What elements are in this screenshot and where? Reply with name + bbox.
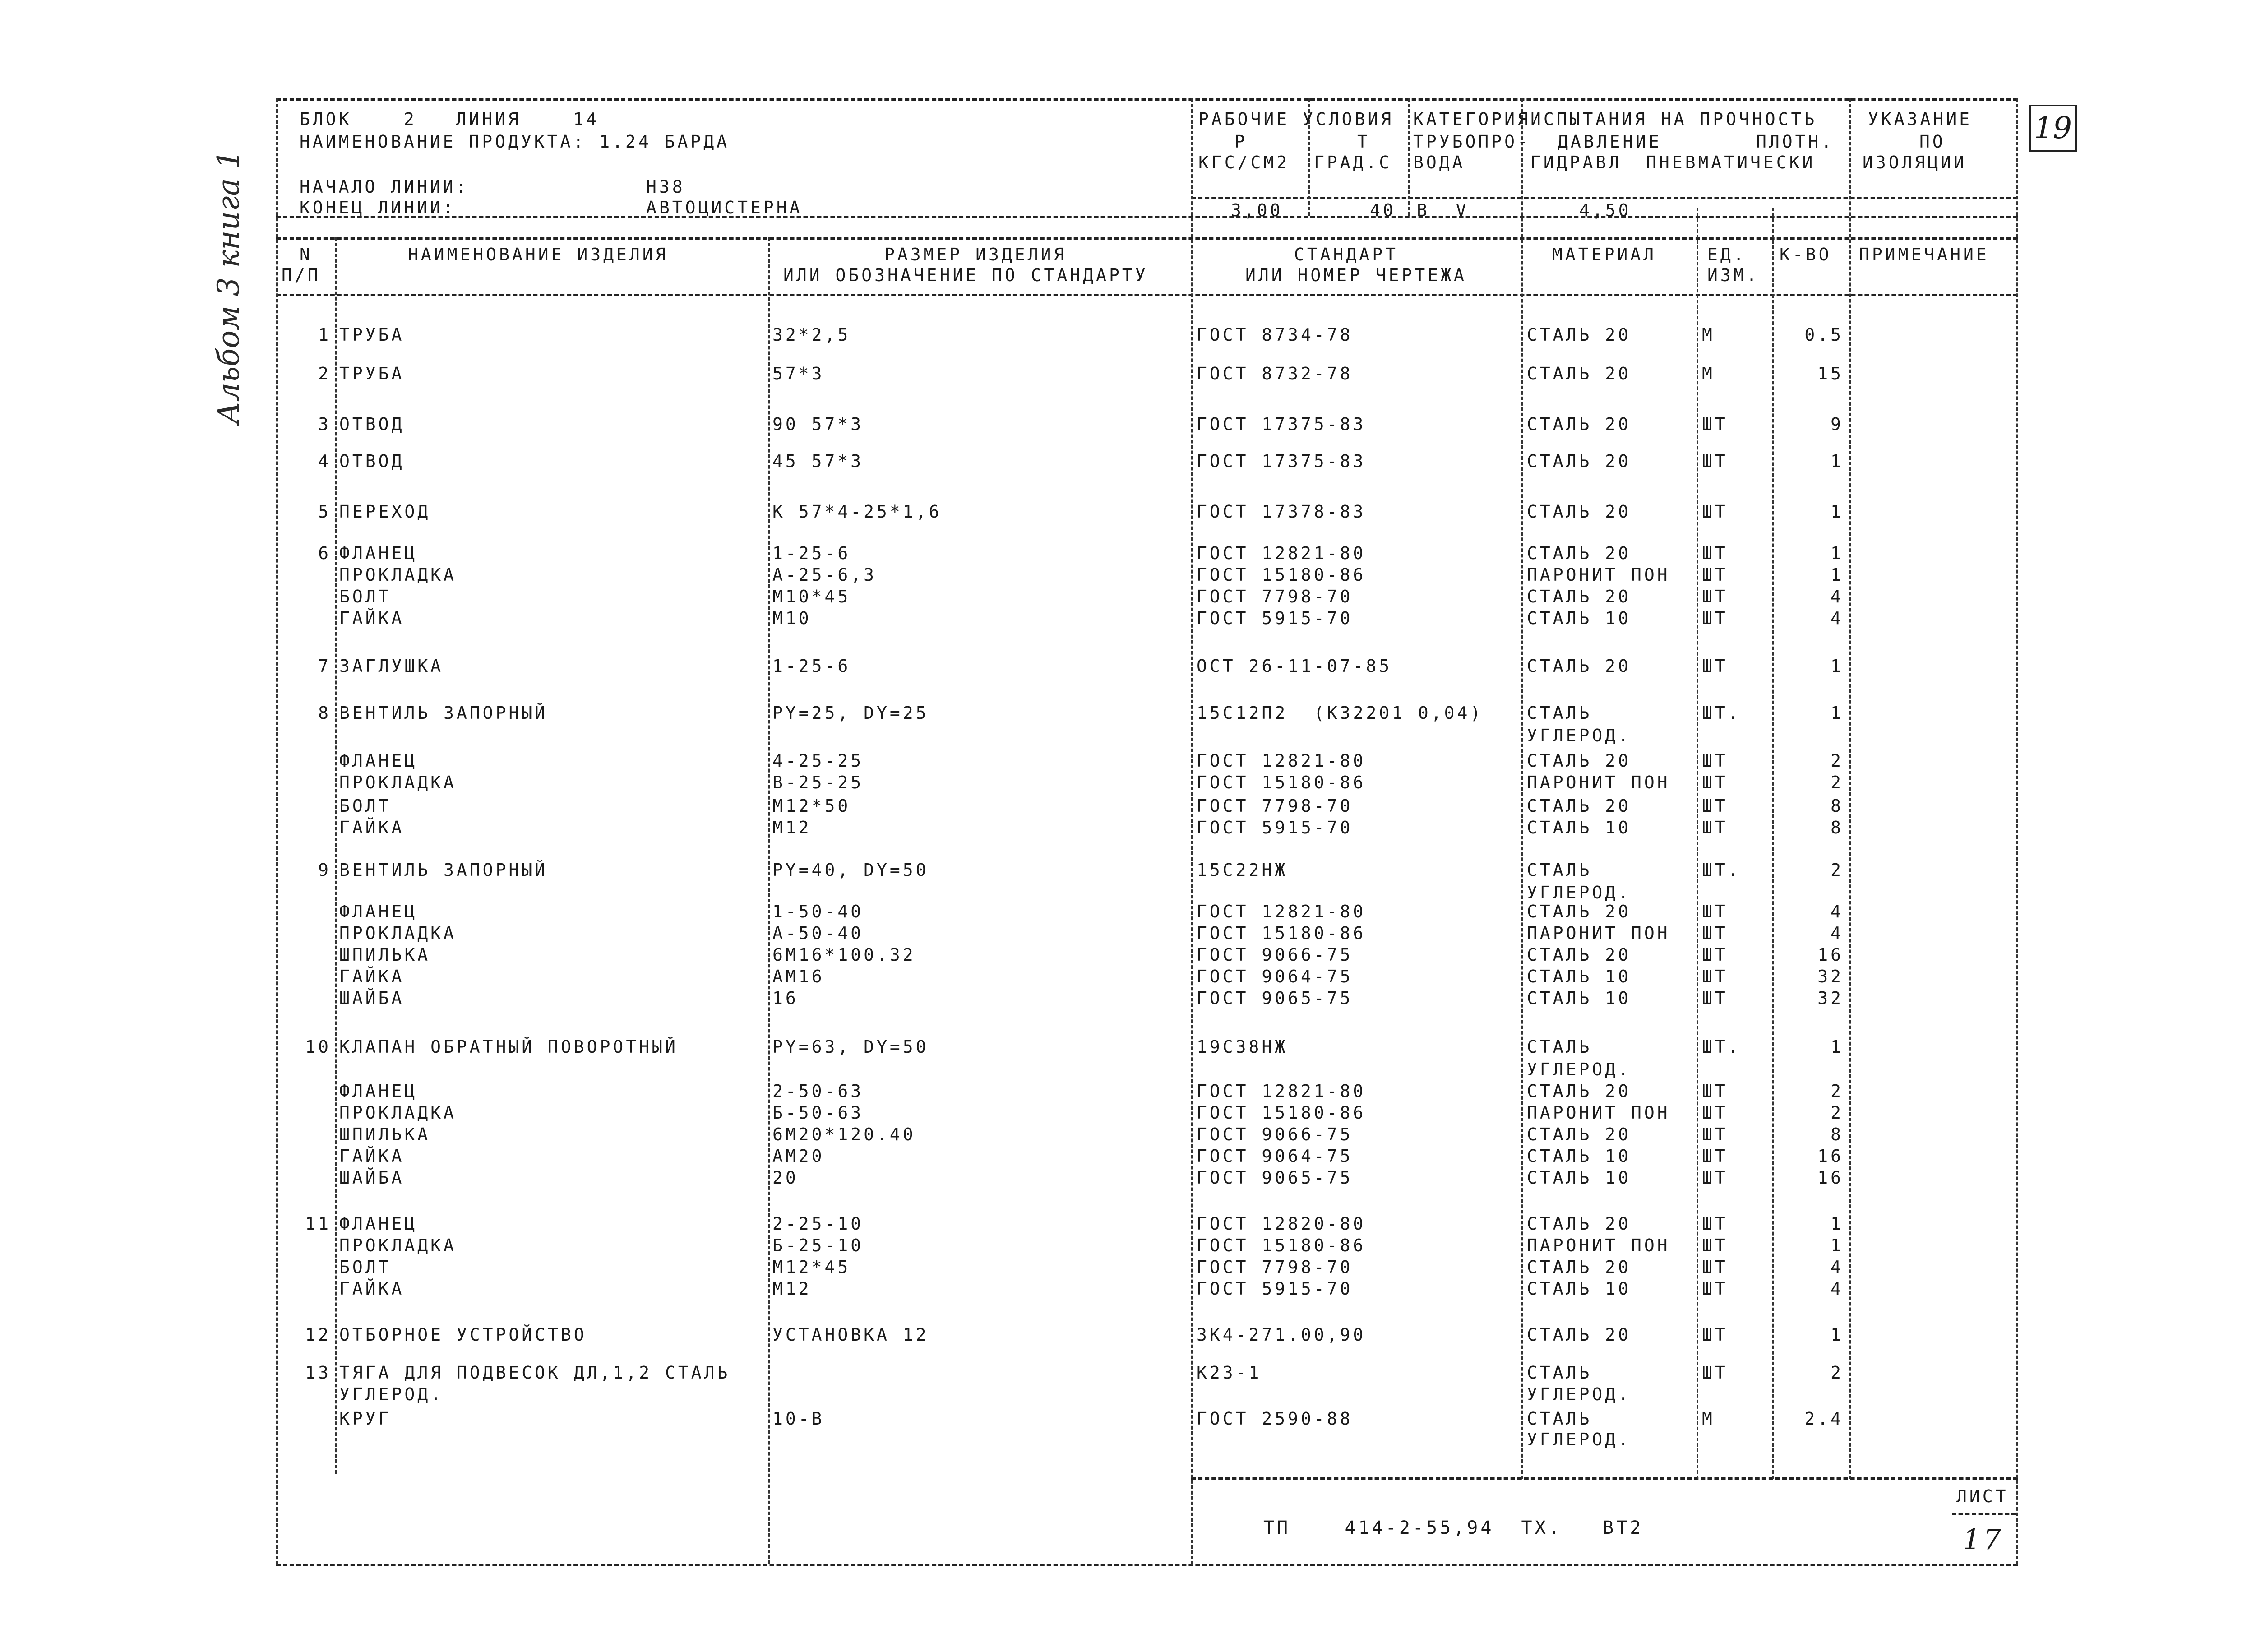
cell-num: 10 <box>305 1037 331 1057</box>
cell-material: СТАЛЬ <box>1527 860 1592 880</box>
cell-unit: ШТ <box>1702 1146 1728 1166</box>
cell-num: 3 <box>318 414 331 434</box>
cell-name: ПРОКЛАДКА <box>339 1103 457 1123</box>
cell-name: ПРОКЛАДКА <box>339 773 457 792</box>
cell-num: 12 <box>305 1325 331 1345</box>
cell-qty: 1 <box>1831 1214 1844 1234</box>
cell-standard: ГОСТ 9065-75 <box>1197 988 1353 1008</box>
cell-name: ПРОКЛАДКА <box>339 923 457 943</box>
col-unit-1: ЕД. <box>1707 245 1747 264</box>
cell-material: СТАЛЬ 10 <box>1527 1146 1632 1166</box>
cell-name: УГЛЕРОД. <box>339 1384 444 1404</box>
cell-unit: ШТ <box>1702 818 1728 838</box>
cell-material: УГЛЕРОД. <box>1527 1060 1632 1079</box>
cell-size: В-25-25 <box>772 773 864 792</box>
cell-material: СТАЛЬ <box>1527 1363 1592 1383</box>
cell-qty: 2 <box>1831 1103 1844 1123</box>
cell-num: 8 <box>318 703 331 723</box>
cell-name: ГАЙКА <box>339 1146 405 1166</box>
cell-name: ТРУБА <box>339 325 405 345</box>
cell-qty: 1 <box>1831 565 1844 585</box>
cell-material: УГЛЕРОД. <box>1527 1430 1632 1449</box>
cell-num: 4 <box>318 451 331 471</box>
sheet-divider <box>1952 1513 2016 1515</box>
cell-name: БОЛТ <box>339 587 392 606</box>
hdr-sep-cat <box>1408 98 1410 216</box>
cell-standard: ГОСТ 15180-86 <box>1197 923 1366 943</box>
cell-material: СТАЛЬ 10 <box>1527 1168 1632 1188</box>
conditions-title: РАБОЧИЕ УСЛОВИЯ <box>1198 109 1394 129</box>
cell-qty: 4 <box>1831 587 1844 606</box>
cell-name: КЛАПАН ОБРАТНЫЙ ПОВОРОТНЫЙ <box>339 1037 678 1057</box>
category-title-1: КАТЕГОРИЯ <box>1413 109 1530 129</box>
cell-qty: 1 <box>1831 656 1844 676</box>
cell-size: АМ16 <box>772 967 825 986</box>
cell-qty: 9 <box>1831 414 1844 434</box>
doc-code: ТП 414-2-55,94 ТХ. ВТ2 <box>1263 1518 1644 1538</box>
cell-name: ОТБОРНОЕ УСТРОЙСТВО <box>339 1325 587 1345</box>
frame-left <box>276 98 278 1565</box>
test-density: ПЛОТН. <box>1756 132 1835 152</box>
colhead-divider-bottom <box>276 294 2018 296</box>
cell-material: СТАЛЬ 20 <box>1527 325 1632 345</box>
p-unit: КГС/СМ2 <box>1198 153 1290 172</box>
cell-qty: 2.4 <box>1804 1409 1844 1429</box>
cell-material: СТАЛЬ 20 <box>1527 945 1632 965</box>
cell-size: Б-50-63 <box>772 1103 864 1123</box>
cell-size: АМ20 <box>772 1146 825 1166</box>
cell-qty: 4 <box>1831 923 1844 943</box>
t-symbol: T <box>1357 132 1370 152</box>
cell-size: УСТАНОВКА 12 <box>772 1325 929 1345</box>
col-size-1: РАЗМЕР ИЗДЕЛИЯ <box>884 245 1067 264</box>
hydraulic-value: 4,50 <box>1579 200 1632 220</box>
test-title: ИСПЫТАНИЯ НА ПРОЧНОСТЬ <box>1530 109 1817 129</box>
col-std-2: ИЛИ НОМЕР ЧЕРТЕЖА <box>1245 265 1467 285</box>
category-value: B V <box>1417 200 1469 220</box>
cell-name: КРУГ <box>339 1409 392 1429</box>
cell-qty: 15 <box>1817 364 1844 384</box>
cell-unit: ШТ. <box>1702 703 1741 723</box>
cell-size: М12 <box>772 818 812 838</box>
cell-size: 45 57*3 <box>772 451 864 471</box>
cell-standard: ГОСТ 7798-70 <box>1197 796 1353 816</box>
cell-name: ГАЙКА <box>339 1279 405 1299</box>
cell-unit: ШТ <box>1702 1236 1728 1255</box>
cell-unit: ШТ <box>1702 543 1728 563</box>
cell-material: СТАЛЬ 20 <box>1527 902 1632 921</box>
cell-standard: ГОСТ 7798-70 <box>1197 587 1353 606</box>
cell-standard: ГОСТ 15180-86 <box>1197 773 1366 792</box>
header-divider <box>276 216 2018 218</box>
cell-standard: ГОСТ 12821-80 <box>1197 751 1366 771</box>
margin-note: Альбом 3 книга 1 <box>211 150 246 424</box>
cell-unit: М <box>1702 364 1715 384</box>
cell-unit: ШТ <box>1702 451 1728 471</box>
cell-size: 2-50-63 <box>772 1081 864 1101</box>
cell-material: УГЛЕРОД. <box>1527 1384 1632 1404</box>
p-symbol: P <box>1234 132 1248 152</box>
cell-unit: ШТ <box>1702 414 1728 434</box>
cell-material: СТАЛЬ 20 <box>1527 364 1632 384</box>
cell-qty: 16 <box>1817 945 1844 965</box>
cell-name: ПЕРЕХОД <box>339 502 431 522</box>
cell-name: ТРУБА <box>339 364 405 384</box>
category-title-2: ТРУБОПРО- <box>1413 132 1530 152</box>
cell-standard: К23-1 <box>1197 1363 1262 1383</box>
cell-size: 1-25-6 <box>772 656 851 676</box>
cell-num: 13 <box>305 1363 331 1383</box>
cell-name: ОТВОД <box>339 451 405 471</box>
cell-name: ФЛАНЕЦ <box>339 1214 418 1234</box>
col-name: НАИМЕНОВАНИЕ ИЗДЕЛИЯ <box>408 245 669 264</box>
test-pressure: ДАВЛЕНИЕ <box>1558 132 1662 152</box>
cell-num: 5 <box>318 502 331 522</box>
t-unit: ГРАД.С <box>1314 153 1392 172</box>
cell-standard: ГОСТ 9064-75 <box>1197 1146 1353 1166</box>
cell-standard: ГОСТ 8734-78 <box>1197 325 1353 345</box>
footer-divider <box>1191 1477 2018 1480</box>
cell-material: СТАЛЬ 10 <box>1527 988 1632 1008</box>
col-sep-qty <box>1772 208 1774 1479</box>
col-material: МАТЕРИАЛ <box>1552 245 1657 264</box>
cell-size: PY=40, DY=50 <box>772 860 929 880</box>
cell-standard: ГОСТ 7798-70 <box>1197 1257 1353 1277</box>
cell-standard: ГОСТ 8732-78 <box>1197 364 1353 384</box>
cell-unit: ШТ <box>1702 608 1728 628</box>
cell-standard: ГОСТ 17378-83 <box>1197 502 1366 522</box>
cell-unit: ШТ <box>1702 1363 1728 1383</box>
cell-size: 6М16*100.32 <box>772 945 916 965</box>
cell-name: ГАЙКА <box>339 967 405 986</box>
cell-name: ВЕНТИЛЬ ЗАПОРНЫЙ <box>339 703 548 723</box>
col-sep-size <box>768 237 770 1564</box>
cell-standard: ГОСТ 5915-70 <box>1197 1279 1353 1299</box>
col-sep-unit <box>1697 208 1698 1479</box>
cell-material: СТАЛЬ 20 <box>1527 656 1632 676</box>
cell-material: СТАЛЬ 10 <box>1527 608 1632 628</box>
cell-material: СТАЛЬ 10 <box>1527 818 1632 838</box>
frame-right <box>2016 98 2018 1565</box>
cell-size: 2-25-10 <box>772 1214 864 1234</box>
cell-name: ФЛАНЕЦ <box>339 751 418 771</box>
cell-unit: ШТ <box>1702 1325 1728 1345</box>
cell-name: ФЛАНЕЦ <box>339 1081 418 1101</box>
test-hydraulic: ГИДРАВЛ <box>1530 153 1622 172</box>
cell-name: ШАЙБА <box>339 1168 405 1188</box>
cell-material: ПАРОНИТ ПОН <box>1527 565 1670 585</box>
cell-num: 1 <box>318 325 331 345</box>
cell-unit: ШТ <box>1702 796 1728 816</box>
cell-standard: 15С22НЖ <box>1197 860 1288 880</box>
cell-num: 2 <box>318 364 331 384</box>
cell-size: 1-25-6 <box>772 543 851 563</box>
insulation-title-3: ИЗОЛЯЦИИ <box>1863 153 1967 172</box>
cell-size: А-50-40 <box>772 923 864 943</box>
cell-size: 1-50-40 <box>772 902 864 921</box>
insulation-title-1: УКАЗАНИЕ <box>1868 109 1973 129</box>
cell-material: СТАЛЬ 20 <box>1527 414 1632 434</box>
frame-top <box>276 98 2018 101</box>
col-note: ПРИМЕЧАНИЕ <box>1859 245 1989 264</box>
col-unit-2: ИЗМ. <box>1707 265 1760 285</box>
cell-standard: ОСТ 26-11-07-85 <box>1197 656 1392 676</box>
cell-size: М12 <box>772 1279 812 1299</box>
cell-unit: ШТ. <box>1702 1037 1741 1057</box>
cell-material: СТАЛЬ 20 <box>1527 587 1632 606</box>
cell-material: СТАЛЬ 20 <box>1527 751 1632 771</box>
cell-standard: ГОСТ 5915-70 <box>1197 608 1353 628</box>
cell-qty: 8 <box>1831 1124 1844 1144</box>
cell-qty: 2 <box>1831 1363 1844 1383</box>
cell-standard: 3К4-271.00,90 <box>1197 1325 1366 1345</box>
cell-name: ФЛАНЕЦ <box>339 902 418 921</box>
col-qty: К-ВО <box>1780 245 1832 264</box>
cell-unit: ШТ <box>1702 1214 1728 1234</box>
cell-name: ТЯГА ДЛЯ ПОДВЕСОК ДЛ,1,2 СТАЛЬ <box>339 1363 730 1383</box>
cell-standard: ГОСТ 9064-75 <box>1197 967 1353 986</box>
cell-material: СТАЛЬ 20 <box>1527 1081 1632 1101</box>
header-block-line: БЛОК 2 ЛИНИЯ 14 <box>300 109 600 129</box>
cell-material: СТАЛЬ 20 <box>1527 1325 1632 1345</box>
cell-size: 20 <box>772 1168 799 1188</box>
cell-qty: 4 <box>1831 608 1844 628</box>
cell-qty: 32 <box>1817 988 1844 1008</box>
cell-qty: 2 <box>1831 751 1844 771</box>
col-size-2: ИЛИ ОБОЗНАЧЕНИЕ ПО СТАНДАРТУ <box>783 265 1148 285</box>
cell-qty: 1 <box>1831 1325 1844 1345</box>
col-sep-name <box>335 237 337 1474</box>
cell-name: БОЛТ <box>339 1257 392 1277</box>
cell-standard: ГОСТ 15180-86 <box>1197 565 1366 585</box>
cell-qty: 1 <box>1831 703 1844 723</box>
cell-standard: 19С38НЖ <box>1197 1037 1288 1057</box>
cell-standard: ГОСТ 9065-75 <box>1197 1168 1353 1188</box>
cell-num: 11 <box>305 1214 331 1234</box>
cell-unit: ШТ <box>1702 967 1728 986</box>
cell-standard: ГОСТ 12820-80 <box>1197 1214 1366 1234</box>
col-sep-note <box>1849 98 1851 1479</box>
cell-name: ГАЙКА <box>339 608 405 628</box>
cell-qty: 16 <box>1817 1146 1844 1166</box>
cell-name: ШПИЛЬКА <box>339 945 431 965</box>
cell-unit: ШТ <box>1702 1168 1728 1188</box>
cell-material: СТАЛЬ 20 <box>1527 502 1632 522</box>
cell-unit: ШТ <box>1702 902 1728 921</box>
cell-unit: ШТ <box>1702 773 1728 792</box>
col-sep-std <box>1191 98 1193 1565</box>
cell-size: 6М20*120.40 <box>772 1124 916 1144</box>
cell-material: СТАЛЬ <box>1527 703 1592 723</box>
cell-name: ШАЙБА <box>339 988 405 1008</box>
cell-unit: ШТ <box>1702 1124 1728 1144</box>
cell-standard: ГОСТ 15180-86 <box>1197 1103 1366 1123</box>
cell-size: PY=63, DY=50 <box>772 1037 929 1057</box>
cell-size: М10 <box>772 608 812 628</box>
cell-standard: ГОСТ 17375-83 <box>1197 451 1366 471</box>
cell-size: 90 57*3 <box>772 414 864 434</box>
header-line-start-value: Н38 <box>646 177 685 197</box>
col-std-1: СТАНДАРТ <box>1294 245 1399 264</box>
cell-unit: ШТ <box>1702 502 1728 522</box>
cell-num: 9 <box>318 860 331 880</box>
cell-size: М10*45 <box>772 587 851 606</box>
cell-unit: ШТ <box>1702 1103 1728 1123</box>
cell-qty: 1 <box>1831 1037 1844 1057</box>
header-product: НАИМЕНОВАНИЕ ПРОДУКТА: 1.24 БАРДА <box>300 132 730 152</box>
cell-material: УГЛЕРОД. <box>1527 883 1632 902</box>
cell-size: М12*45 <box>772 1257 851 1277</box>
cell-unit: ШТ <box>1702 945 1728 965</box>
cell-unit: М <box>1702 1409 1715 1429</box>
cell-name: ПРОКЛАДКА <box>339 1236 457 1255</box>
cell-name: ВЕНТИЛЬ ЗАПОРНЫЙ <box>339 860 548 880</box>
cell-standard: ГОСТ 5915-70 <box>1197 818 1353 838</box>
cell-qty: 2 <box>1831 1081 1844 1101</box>
cell-qty: 1 <box>1831 1236 1844 1255</box>
page-number: 19 <box>2029 105 2077 152</box>
cell-unit: М <box>1702 325 1715 345</box>
cell-standard: ГОСТ 12821-80 <box>1197 1081 1366 1101</box>
p-value: 3,00 <box>1231 200 1283 220</box>
sheet-number: 17 <box>1963 1523 2004 1556</box>
header-line-end-value: АВТОЦИСТЕРНА <box>646 198 803 217</box>
cell-material: СТАЛЬ 20 <box>1527 796 1632 816</box>
cell-num: 7 <box>318 656 331 676</box>
cell-material: СТАЛЬ 20 <box>1527 451 1632 471</box>
cell-qty: 1 <box>1831 451 1844 471</box>
cell-qty: 32 <box>1817 967 1844 986</box>
cell-name: ЗАГЛУШКА <box>339 656 444 676</box>
cell-material: ПАРОНИТ ПОН <box>1527 773 1670 792</box>
cell-material: СТАЛЬ 10 <box>1527 1279 1632 1299</box>
cell-size: 10-В <box>772 1409 825 1429</box>
category-title-3: ВОДА <box>1413 153 1465 172</box>
cell-qty: 8 <box>1831 796 1844 816</box>
conditions-underline <box>1191 197 2018 199</box>
cell-size: М12*50 <box>772 796 851 816</box>
cell-standard: ГОСТ 9066-75 <box>1197 1124 1353 1144</box>
cell-material: СТАЛЬ 20 <box>1527 1124 1632 1144</box>
sheet-label: ЛИСТ <box>1956 1486 2009 1506</box>
col-num-2: П/П <box>282 265 321 285</box>
cell-material: ПАРОНИТ ПОН <box>1527 1236 1670 1255</box>
cell-size: 4-25-25 <box>772 751 864 771</box>
header-line-end-label: КОНЕЦ ЛИНИИ: <box>300 198 456 217</box>
cell-unit: ШТ <box>1702 587 1728 606</box>
cell-name: ОТВОД <box>339 414 405 434</box>
cell-qty: 4 <box>1831 902 1844 921</box>
cell-size: Б-25-10 <box>772 1236 864 1255</box>
cell-unit: ШТ <box>1702 1257 1728 1277</box>
cell-qty: 8 <box>1831 818 1844 838</box>
cell-qty: 1 <box>1831 502 1844 522</box>
cell-unit: ШТ <box>1702 1081 1728 1101</box>
cell-unit: ШТ <box>1702 656 1728 676</box>
cell-material: СТАЛЬ 20 <box>1527 1257 1632 1277</box>
cell-qty: 0.5 <box>1804 325 1844 345</box>
cell-qty: 1 <box>1831 543 1844 563</box>
cell-material: ПАРОНИТ ПОН <box>1527 923 1670 943</box>
cell-qty: 4 <box>1831 1279 1844 1299</box>
cell-material: УГЛЕРОД. <box>1527 726 1632 745</box>
cell-size: А-25-6,3 <box>772 565 877 585</box>
col-num-1: N <box>300 245 313 264</box>
cell-num: 6 <box>318 543 331 563</box>
cell-standard: ГОСТ 17375-83 <box>1197 414 1366 434</box>
cell-name: ФЛАНЕЦ <box>339 543 418 563</box>
cell-standard: ГОСТ 15180-86 <box>1197 1236 1366 1255</box>
cell-qty: 2 <box>1831 860 1844 880</box>
cell-qty: 4 <box>1831 1257 1844 1277</box>
cell-qty: 2 <box>1831 773 1844 792</box>
frame-bottom <box>276 1564 2018 1566</box>
cell-standard: ГОСТ 2590-88 <box>1197 1409 1353 1429</box>
cell-material: СТАЛЬ <box>1527 1037 1592 1057</box>
cell-unit: ШТ <box>1702 751 1728 771</box>
cell-material: СТАЛЬ <box>1527 1409 1592 1429</box>
cell-standard: ГОСТ 12821-80 <box>1197 902 1366 921</box>
header-line-start-label: НАЧАЛО ЛИНИИ: <box>300 177 469 197</box>
cell-unit: ШТ <box>1702 1279 1728 1299</box>
cell-size: К 57*4-25*1,6 <box>772 502 942 522</box>
t-value: 40 <box>1370 200 1396 220</box>
cell-standard: ГОСТ 9066-75 <box>1197 945 1353 965</box>
cell-material: СТАЛЬ 20 <box>1527 543 1632 563</box>
colhead-divider-top <box>276 237 2018 240</box>
cell-size: 32*2,5 <box>772 325 851 345</box>
cell-name: ГАЙКА <box>339 818 405 838</box>
test-pneumatic: ПНЕВМАТИЧЕСКИ <box>1646 153 1816 172</box>
cell-material: ПАРОНИТ ПОН <box>1527 1103 1670 1123</box>
cell-name: ШПИЛЬКА <box>339 1124 431 1144</box>
cell-unit: ШТ <box>1702 565 1728 585</box>
cell-size: PY=25, DY=25 <box>772 703 929 723</box>
cell-name: БОЛТ <box>339 796 392 816</box>
cell-name: ПРОКЛАДКА <box>339 565 457 585</box>
cell-material: СТАЛЬ 10 <box>1527 967 1632 986</box>
cell-material: СТАЛЬ 20 <box>1527 1214 1632 1234</box>
cell-unit: ШТ <box>1702 923 1728 943</box>
cell-unit: ШТ. <box>1702 860 1741 880</box>
cell-size: 57*3 <box>772 364 825 384</box>
col-sep-mat <box>1521 98 1523 1479</box>
cell-size: 16 <box>772 988 799 1008</box>
cell-unit: ШТ <box>1702 988 1728 1008</box>
cell-standard: ГОСТ 12821-80 <box>1197 543 1366 563</box>
cell-standard: 15С12П2 (К32201 0,04) <box>1197 703 1484 723</box>
insulation-title-2: ПО <box>1919 132 1946 152</box>
cell-qty: 16 <box>1817 1168 1844 1188</box>
